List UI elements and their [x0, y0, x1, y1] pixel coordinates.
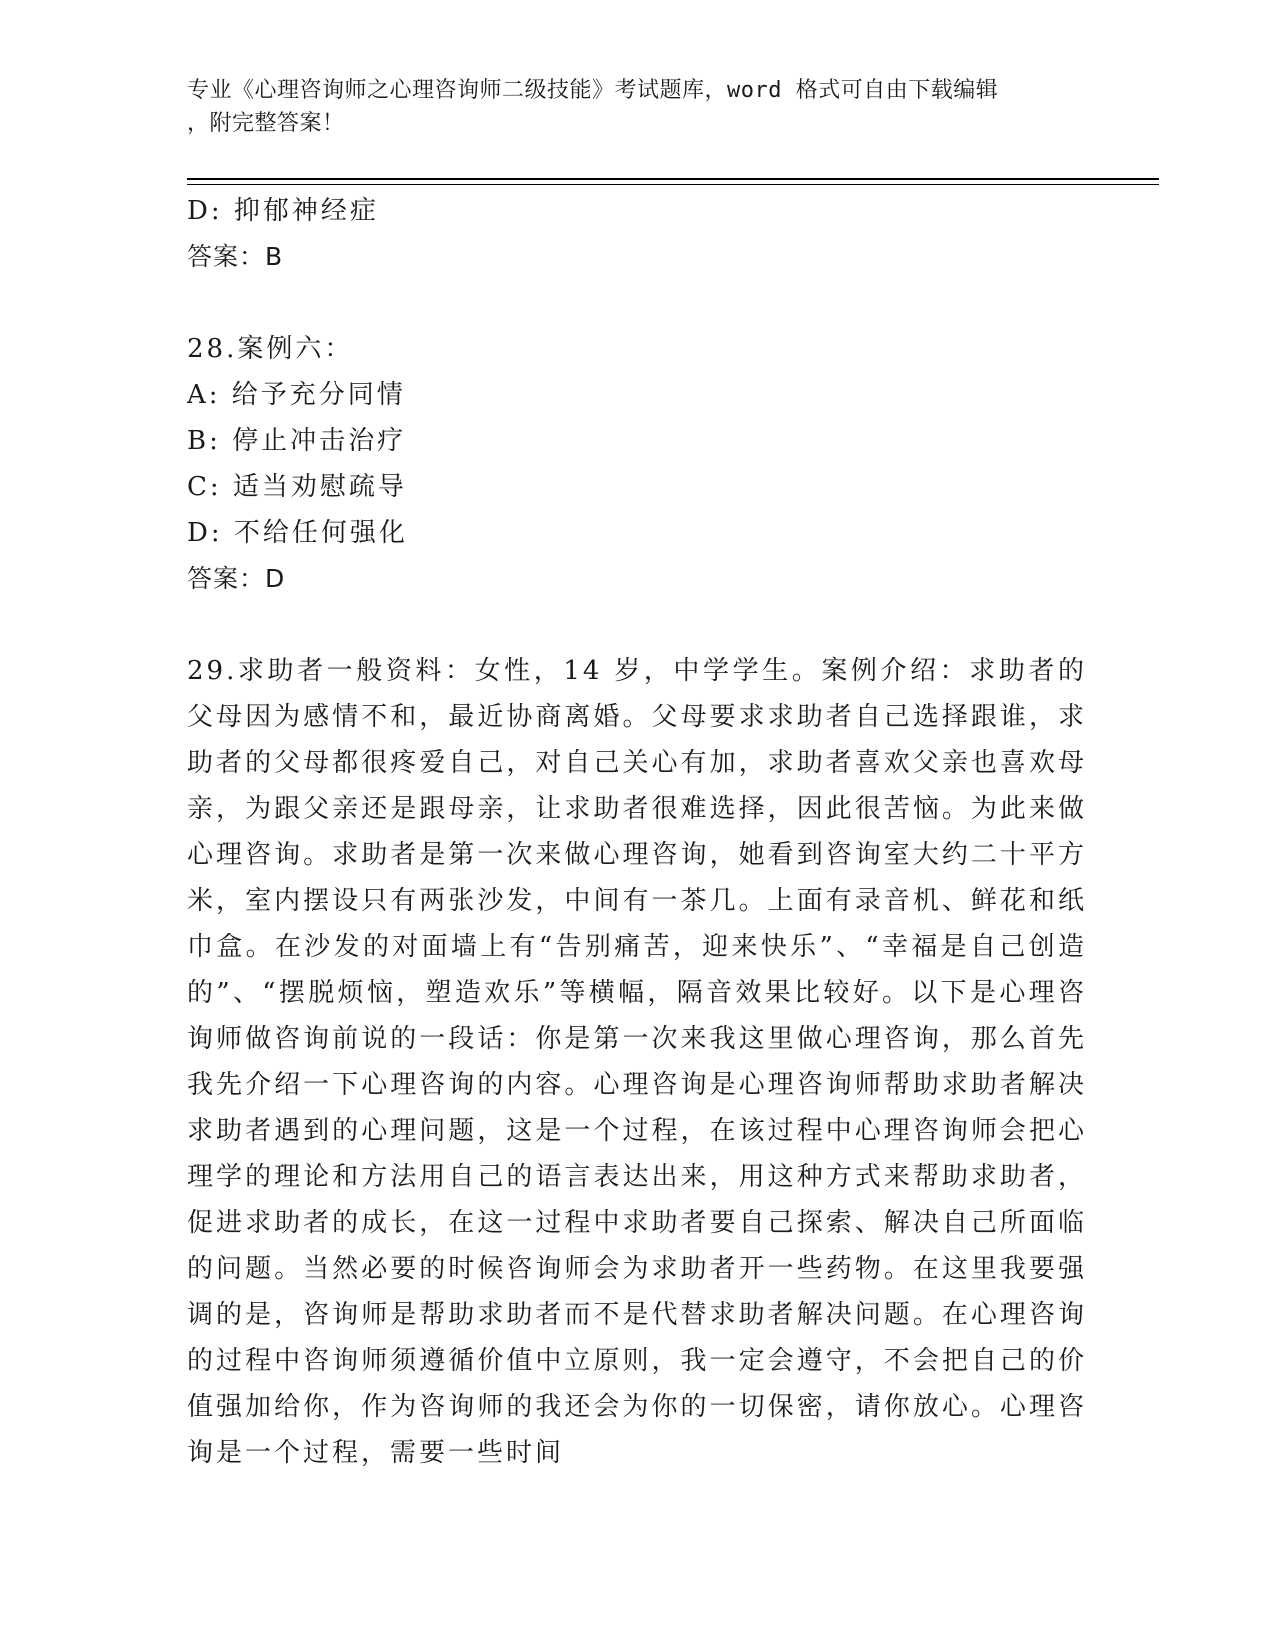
answer: 答案：D: [187, 564, 286, 593]
question-text: 29.求助者一般资料：女性，14 岁，中学学生。案例介绍：求助者的父母因为感情不和，最近协商离婚。父母要求求助者自己选择跟谁，求助者的父母都很疼爱自己，对自己关心有加，求助者喜欢父亲也喜欢母亲，为跟父亲还是跟母亲，让求助者很难选择，因此很苦恼。为此来做心理咨询。求助者是第一次来做心理咨询，她看到咨询室大约二十平方米，室内摆设只有两张沙发，中间有一茶几。上面有录音机、鲜花和纸巾盒。在沙发的对面墙上有“告别痛苦，迎来快乐”、“幸福是自己创造的”、“摆脱烦恼，塑造欢乐”等横幅，隔音效果比较好。以下是心理咨询师做咨询前说的一段话：你是第一次来我这里做心理咨询，那么首先我先介绍一下心理咨询的内容。心理咨询是心理咨询师帮助求助者解决求助者遇到的心理问题，这是一个过程，在该过程中心理咨询师会把心理学的理论和方法用自己的语言表达出来，用这种方式来帮助求助者，促进求助者的成长，在这一过程中求助者要自己探索、解决自己所面临的问题。当然必要的时候咨询师会为求助者开一些药物。在这里我要强调的是，咨询师是帮助求助者而不是代替求助者解决问题。在心理咨询的过程中咨询师须遵循价值中立原则，我一定会遵守，不会把自己的价值强加给你，作为咨询师的我还会为你的一切保密，请你放心。心理咨询是一个过程，需要一些时间: [187, 656, 1087, 1468]
question-title: 28.案例六：: [187, 334, 354, 364]
document-header: [187, 74, 1067, 140]
option-d: D: 不给任何强化: [187, 518, 408, 548]
header-line-2: ，附完整答案！: [187, 111, 345, 136]
document-body: [187, 188, 1087, 1476]
option-a: A: 给予充分同情: [187, 380, 406, 410]
answer: 答案：B: [187, 242, 284, 271]
spacer: [187, 280, 1087, 326]
header-rule-thin: [187, 184, 1159, 185]
header-rule-thick: [187, 178, 1159, 180]
header-line-1: 专业《心理咨询师之心理咨询师二级技能》考试题库，word 格式可自由下载编辑: [187, 78, 999, 103]
option-d: D: 抑郁神经症: [187, 196, 379, 226]
option-c: C: 适当劝慰疏导: [187, 472, 407, 502]
option-b: B: 停止冲击治疗: [187, 426, 407, 456]
spacer: [187, 602, 1087, 648]
